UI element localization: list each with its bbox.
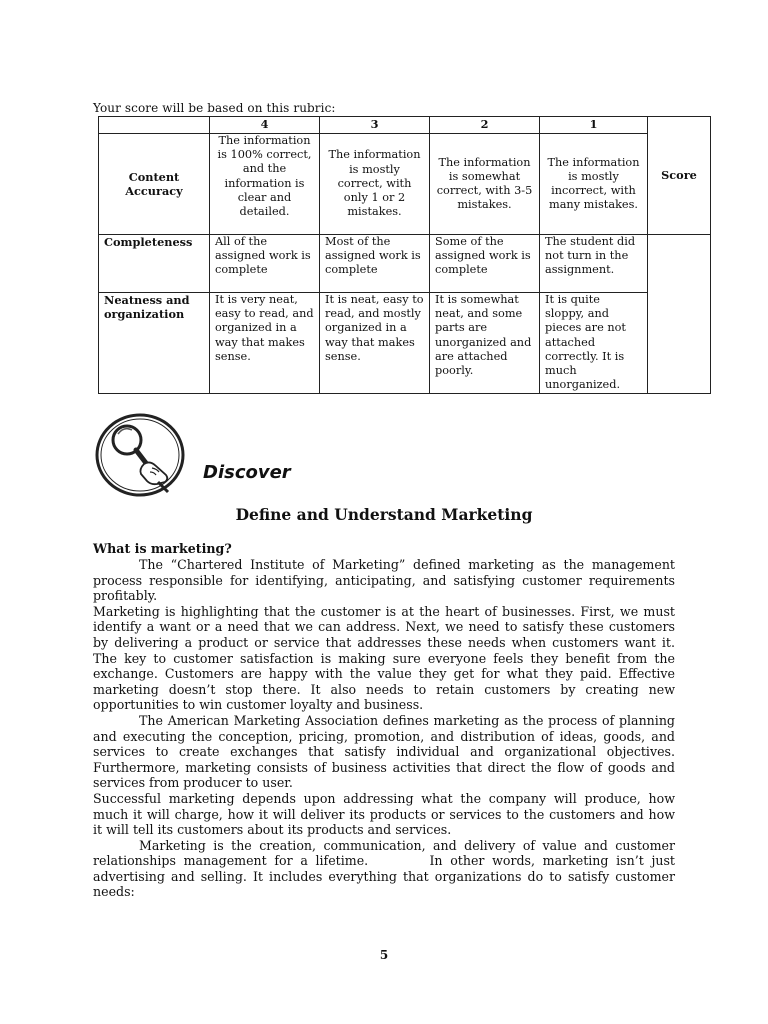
rubric-row-content-accuracy	[99, 134, 711, 235]
rubric-cell: Some of the assigned work is complete	[430, 235, 540, 293]
rubric-cell: It is somewhat neat, and some parts are unorganized and are attached poorly.	[430, 293, 540, 394]
rubric-score-cell	[648, 235, 711, 394]
rubric-level-3: 3	[320, 117, 430, 134]
rubric-criterion: Content Accuracy	[99, 134, 210, 235]
magnifying-glass-hand-icon	[94, 412, 186, 498]
paragraph: Marketing is highlighting that the customer is at the heart of businesses. First, we must identify a want or a need that we can address. Next, we need to satisfy these customers by delivering a product or service that addresses these needs when customers want it. The key to customer satisfaction is making sure everyone feels they benefit from the exchange. Customers are happy with the value they get for what they paid. Effective marketing doesn’t stop there. It also needs to retain customers by creating new opportunities to win customer loyalty and business.	[93, 603, 675, 713]
rubric-cell: It is neat, easy to read, and mostly organized in a way that makes sense.	[320, 293, 430, 394]
rubric-level-4: 4	[210, 117, 320, 134]
rubric-header-blank	[99, 117, 210, 134]
rubric-cell: It is very neat, easy to read, and organized in a way that makes sense.	[210, 293, 320, 394]
rubric-cell: It is quite sloppy, and pieces are not attached correctly. It is much unorganized.	[540, 293, 648, 394]
paragraph: The “Chartered Institute of Marketing” defined marketing as the management process responsible for identifying, anticipating, and satisfying customer requirements profitably.	[93, 557, 675, 604]
rubric-cell: The information is somewhat correct, with 3-5 mistakes.	[430, 134, 540, 235]
page-number: 5	[379, 948, 389, 962]
paragraph: Marketing is the creation, communication, and delivery of value and customer relationships management for a lifetime. In other words, marketing isn’t just advertising and selling. It includes everything that organizations do to satisfy customer needs:	[93, 837, 680, 900]
rubric-cell: Most of the assigned work is complete	[320, 235, 430, 293]
body-text	[93, 557, 680, 900]
subheading: What is marketing?	[93, 541, 232, 556]
rubric-caption: Your score will be based on this rubric:	[93, 101, 336, 115]
rubric-cell: The information is mostly correct, with only 1 or 2 mistakes.	[320, 134, 430, 235]
rubric-level-1: 1	[540, 117, 648, 134]
rubric-cell: The student did not turn in the assignment.	[540, 235, 648, 293]
rubric-cell: The information is 100% correct, and the information is clear and detailed.	[210, 134, 320, 235]
rubric-cell: All of the assigned work is complete	[210, 235, 320, 293]
section-heading: Discover	[203, 462, 291, 483]
paragraph: The American Marketing Association defines marketing as the process of planning and executing the conception, pricing, promotion, and distribution of ideas, goods, and services to create exchanges that satisfy individual and organizational objectives. Furthermore, marketing consists of business activities that direct the flow of goods and services from producer to user.	[93, 712, 675, 791]
rubric-level-2: 2	[430, 117, 540, 134]
rubric-criterion: Neatness and organization	[99, 293, 210, 394]
paragraph: Successful marketing depends upon addressing what the company will produce, how much it will charge, how it will deliver its products or services to the customers and how it will tell its customers about its products and services.	[93, 790, 675, 838]
rubric-cell: The information is mostly incorrect, with many mistakes.	[540, 134, 648, 235]
rubric-table	[98, 116, 711, 394]
rubric-score-header: Score	[648, 117, 711, 235]
rubric-row-completeness	[99, 235, 711, 293]
rubric-criterion: Completeness	[99, 235, 210, 293]
rubric-header-row	[99, 117, 711, 134]
rubric-row-neatness	[99, 293, 711, 394]
page-title: Define and Understand Marketing	[235, 505, 533, 524]
